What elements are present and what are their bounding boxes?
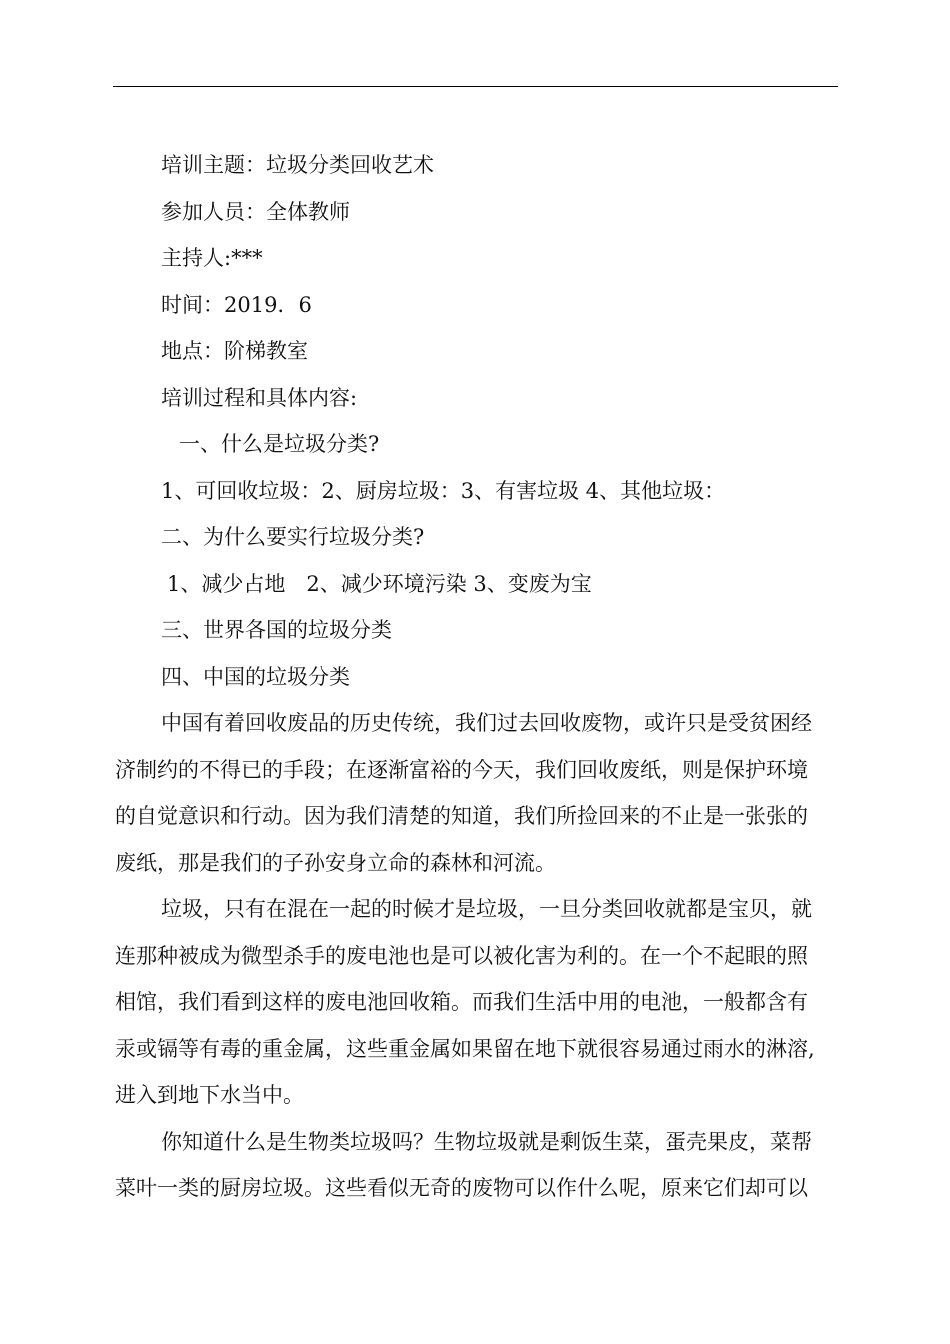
paragraph-2 — [113, 886, 838, 1119]
location: 地点：阶梯教室 — [161, 339, 308, 363]
participants: 参加人员：全体教师 — [161, 199, 350, 224]
training-topic: 培训主题：垃圾分类回收艺术 — [161, 153, 434, 177]
header-rule — [113, 86, 838, 87]
process-label: 培训过程和具体内容: — [161, 385, 358, 410]
paragraph-line: 相馆，我们看到这样的废电池回收箱。而我们生活中用的电池，一般都含有 — [115, 990, 808, 1014]
document-body — [113, 142, 838, 1212]
paragraph-line: 汞或镉等有毒的重金属，这些重金属如果留在地下就很容易通过雨水的淋溶, — [115, 1036, 815, 1061]
host: 主持人:*** — [161, 246, 263, 270]
paragraph-line: 的自觉意识和行动。因为我们清楚的知道，我们所捡回来的不止是一张张的 — [115, 804, 808, 828]
paragraph-line: 垃圾，只有在混在一起的时候才是垃圾，一旦分类回收就都是宝贝，就 — [161, 897, 812, 921]
paragraph-line: 你知道什么是生物类垃圾吗？生物垃圾就是剩饭生菜，蛋壳果皮，菜帮 — [161, 1129, 812, 1154]
section-1-items: 1、可回收垃圾：2、厨房垃圾：3、有害垃圾 4、其他垃圾： — [161, 478, 726, 503]
paragraph-line: 济制约的不得已的手段；在逐渐富裕的今天，我们回收废纸，则是保护环境 — [115, 757, 808, 782]
time: 时间：2019．6 — [161, 292, 312, 317]
paragraph-line: 中国有着回收废品的历史传统，我们过去回收废物，或许只是受贫困经 — [161, 711, 812, 735]
section-1-title: 一、什么是垃圾分类? — [179, 432, 380, 456]
paragraph-line: 废纸，那是我们的子孙安身立命的森林和河流。 — [115, 850, 556, 875]
section-2-items: 1、减少占地 2、减少环境污染 3、变废为宝 — [167, 571, 592, 596]
section-4-title: 四、中国的垃圾分类 — [161, 664, 350, 689]
section-2-title: 二、为什么要实行垃圾分类? — [161, 525, 425, 549]
paragraph-line: 菜叶一类的厨房垃圾。这些看似无奇的废物可以作什么呢，原来它们却可以 — [115, 1176, 808, 1200]
paragraph-3 — [113, 1119, 838, 1212]
paragraph-line: 进入到地下水当中。 — [115, 1083, 304, 1107]
paragraph-1 — [113, 700, 838, 886]
paragraph-line: 连那种被成为微型杀手的废电池也是可以被化害为利的。在一个不起眼的照 — [115, 943, 808, 968]
section-3-title: 三、世界各国的垃圾分类 — [161, 618, 392, 642]
